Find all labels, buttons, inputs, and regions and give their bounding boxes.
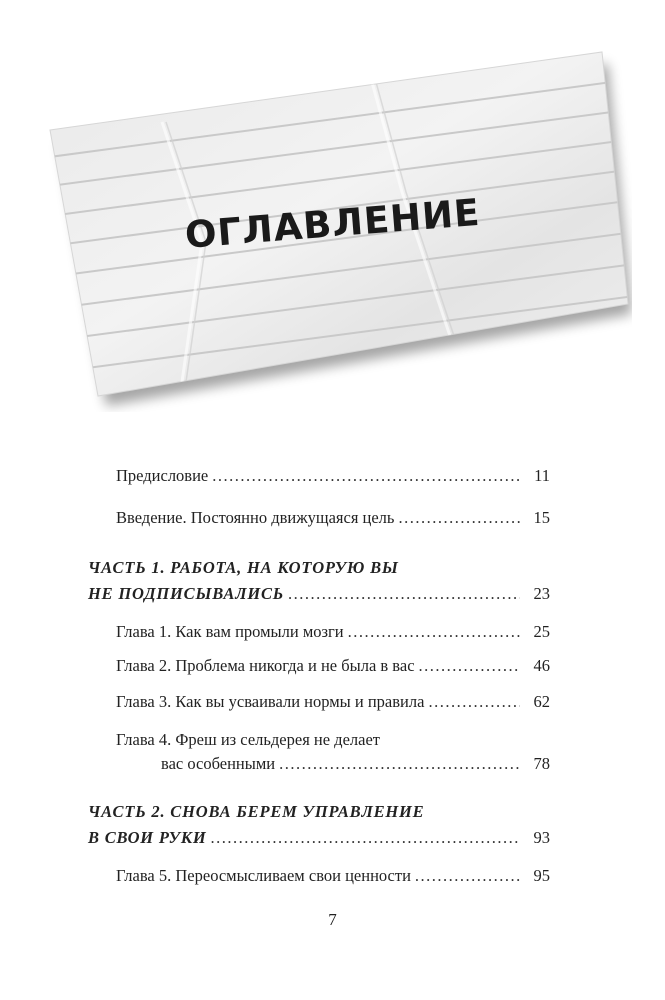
leader-dots bbox=[398, 507, 520, 529]
toc-entry-chapter-2[interactable] bbox=[88, 655, 550, 677]
part-title-line1: ЧАСТЬ 1. РАБОТА, НА КОТОРУЮ ВЫ bbox=[88, 558, 399, 577]
toc-entry-chapter-1[interactable] bbox=[88, 621, 550, 643]
toc-page-number: 15 bbox=[533, 508, 550, 527]
leader-dots bbox=[348, 621, 520, 643]
leader-dots bbox=[419, 655, 520, 677]
toc-entry-chapter-4[interactable] bbox=[88, 729, 550, 775]
toc-entry-label: Введение. Постоянно движущаяся цель bbox=[116, 508, 395, 527]
toc-entry-label: Предисловие bbox=[116, 466, 209, 485]
toc-entry-label: Глава 2. Проблема никогда и не была в вас bbox=[116, 656, 415, 675]
part-title-line1: ЧАСТЬ 2. СНОВА БЕРЕМ УПРАВЛЕНИЕ bbox=[88, 802, 425, 821]
toc-entry-chapter-3[interactable] bbox=[88, 691, 550, 713]
leader-dots bbox=[428, 691, 520, 713]
toc-entry-part-1[interactable] bbox=[88, 557, 550, 605]
leader-dots bbox=[415, 865, 520, 887]
toc-entry-label-line2: вас особенными bbox=[161, 754, 276, 773]
toc-page-number: 46 bbox=[533, 656, 550, 675]
part-title-line2: НЕ ПОДПИСЫВАЛИСЬ bbox=[88, 584, 285, 603]
leader-dots bbox=[288, 583, 520, 605]
toc-page-number: 11 bbox=[534, 466, 550, 485]
toc-page-number: 95 bbox=[533, 866, 550, 885]
toc-entry-label: Глава 3. Как вы усваивали нормы и правила bbox=[116, 692, 425, 711]
leader-dots bbox=[212, 465, 520, 487]
toc-entry-chapter-5[interactable] bbox=[88, 865, 550, 887]
toc-entry-preface[interactable] bbox=[88, 465, 550, 487]
note-card bbox=[42, 42, 632, 412]
toc-page-number: 62 bbox=[533, 692, 550, 711]
toc-entry-label-line1: Глава 4. Фреш из сельдерея не делает bbox=[116, 730, 380, 749]
toc-entry-part-2[interactable] bbox=[88, 801, 550, 849]
toc-heading: ОГЛАВЛЕНИЕ bbox=[183, 190, 482, 257]
page-number: 7 bbox=[328, 910, 337, 929]
leader-dots bbox=[210, 827, 520, 849]
toc-page-number: 93 bbox=[533, 828, 550, 847]
toc-page-number: 78 bbox=[533, 754, 550, 773]
leader-dots bbox=[279, 753, 520, 775]
toc-entry-label: Глава 1. Как вам промыли мозги bbox=[116, 622, 344, 641]
toc-entry-intro[interactable] bbox=[88, 507, 550, 529]
toc-page-number: 23 bbox=[533, 584, 550, 603]
toc-page-number: 25 bbox=[533, 622, 550, 641]
toc-entry-label: Глава 5. Переосмысливаем свои ценности bbox=[116, 866, 411, 885]
part-title-line2: В СВОИ РУКИ bbox=[88, 828, 207, 847]
